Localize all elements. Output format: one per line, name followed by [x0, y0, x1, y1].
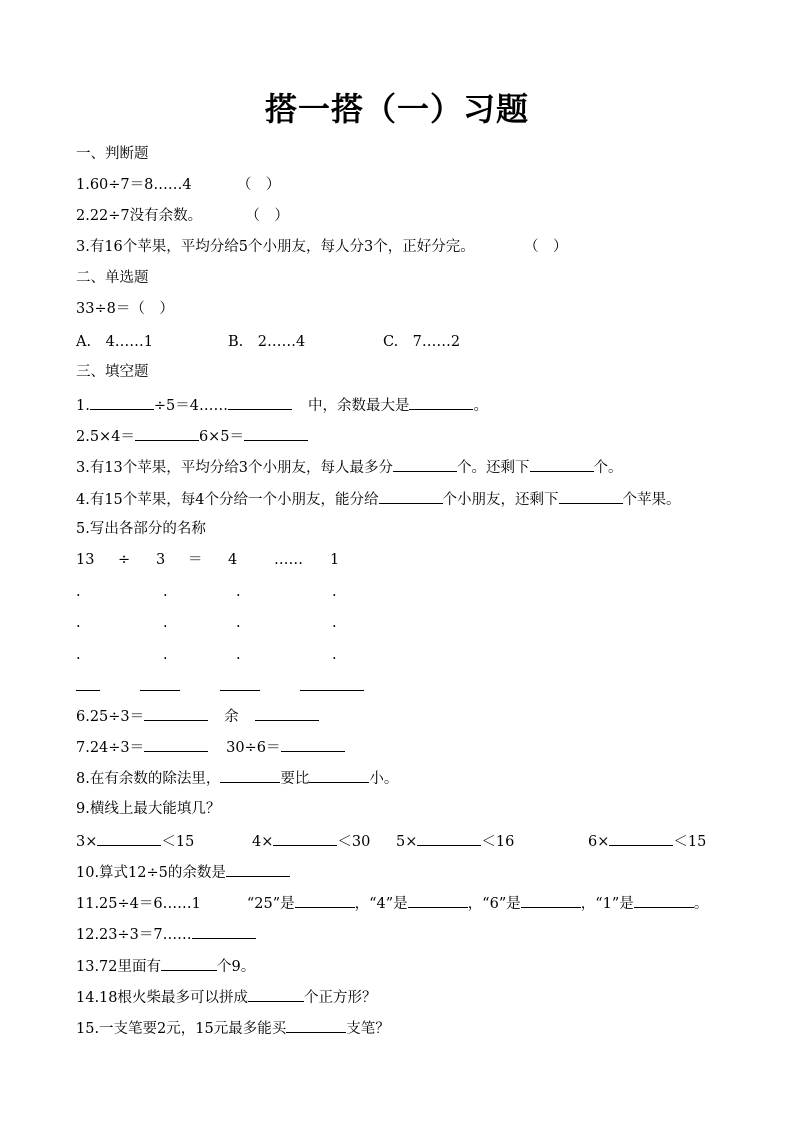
answer-blank[interactable]: [417, 831, 481, 846]
fill-question-12: [76, 924, 256, 945]
q8-text-b: 要比: [280, 771, 310, 787]
answer-blank[interactable]: [220, 768, 280, 783]
q12-expression: 12.23÷3＝7……: [76, 927, 192, 943]
section-heading-fill-blank: 三、填空题: [76, 364, 149, 380]
option-b[interactable]: B. 2……4: [228, 334, 306, 350]
dot-marker: .: [236, 647, 241, 663]
q13-text-b: 个9。: [217, 959, 256, 975]
fill-question-13: [76, 956, 255, 977]
judgement-question-2: [76, 206, 289, 226]
answer-blank[interactable]: [273, 831, 337, 846]
answer-paren[interactable]: （ ）: [236, 177, 281, 193]
fill-question-1: [76, 395, 488, 416]
q14-text-b: 个正方形？: [304, 990, 377, 1006]
fill-question-4: [76, 489, 681, 510]
q13-text-a: 13.72里面有: [76, 959, 162, 975]
option-c[interactable]: C. 7……2: [383, 334, 461, 350]
answer-blank[interactable]: [255, 706, 319, 721]
answer-blank[interactable]: [634, 893, 694, 908]
answer-blank[interactable]: [192, 924, 256, 939]
answer-blank[interactable]: [248, 987, 304, 1002]
q9-4-left: 6×: [588, 834, 610, 850]
answer-blank[interactable]: [379, 489, 443, 504]
fill-question-11: [76, 893, 708, 914]
equals-sign: ＝: [188, 552, 203, 568]
fill-question-2: [76, 426, 308, 447]
judgement-q3-text: 3.有16个苹果，平均分给5个小朋友，每人分3个，正好分完。: [76, 239, 475, 255]
answer-blank[interactable]: [144, 737, 208, 752]
dividend: 13: [76, 552, 95, 568]
answer-paren[interactable]: （ ）: [245, 208, 289, 224]
q3-text-b: 个。还剩下: [457, 460, 530, 476]
answer-blank[interactable]: [393, 457, 457, 472]
q15-text-b: 支笔？: [346, 1021, 390, 1037]
judgement-q2-text: 2.22÷7没有余数。: [76, 208, 203, 224]
q3-text-c: 个。: [593, 460, 623, 476]
answer-blank[interactable]: [244, 426, 308, 441]
dot-marker: .: [76, 647, 81, 663]
q11-label-25: “25”是: [246, 896, 295, 912]
fill-question-9: 9.横线上最大能填几？: [76, 801, 221, 817]
q9-1-left: 3×: [76, 834, 98, 850]
q9-1-right: ＜15: [161, 834, 195, 850]
answer-blank[interactable]: [226, 862, 290, 877]
q7-expression-b: 30÷6＝: [226, 740, 281, 756]
q11-label-4: ，“4”是: [354, 896, 408, 912]
q9-2-left: 4×: [252, 834, 274, 850]
answer-blank-divisor-name[interactable]: [140, 690, 180, 691]
quotient: 4: [228, 552, 238, 568]
q2-expression-b: 6×5＝: [198, 429, 245, 445]
dot-marker: .: [332, 584, 337, 600]
q10-text: 10.算式12÷5的余数是: [76, 865, 226, 881]
dot-marker: .: [76, 615, 81, 631]
q8-text-c: 小。: [369, 771, 399, 787]
q11-expression: 11.25÷4＝6……1: [76, 896, 201, 912]
answer-blank[interactable]: [530, 457, 594, 472]
q8-text-a: 8.在有余数的除法里，: [76, 771, 221, 787]
q9-3-right: ＜16: [481, 834, 515, 850]
q1-text: 中，余数最大是: [307, 398, 410, 414]
answer-blank[interactable]: [97, 831, 161, 846]
q9-item-4: [588, 831, 706, 852]
option-a[interactable]: A. 4……1: [76, 334, 154, 350]
answer-blank[interactable]: [144, 706, 208, 721]
q6-expression: 6.25÷3＝: [76, 709, 145, 725]
section-heading-single-choice: 二、单选题: [76, 270, 149, 286]
q1-end: 。: [473, 398, 488, 414]
q6-remainder-word: 余: [224, 709, 239, 725]
q9-item-2: [252, 831, 370, 852]
answer-blank[interactable]: [559, 489, 623, 504]
dot-marker: .: [236, 615, 241, 631]
answer-blank[interactable]: [90, 395, 154, 410]
q1-expression: ÷5＝4……: [153, 398, 228, 414]
page-title: 搭一搭（一）习题: [264, 90, 529, 128]
divide-sign: ÷: [118, 552, 131, 568]
fill-question-6: [76, 706, 319, 727]
answer-blank-remainder-name[interactable]: [300, 690, 364, 691]
section-heading-judgement: 一、判断题: [76, 146, 149, 162]
q11-label-1: ，“1”是: [580, 896, 634, 912]
dot-marker: .: [163, 584, 168, 600]
remainder: 1: [330, 552, 340, 568]
answer-blank[interactable]: [228, 395, 292, 410]
judgement-q1-text: 1.60÷7＝8……4: [76, 177, 192, 193]
answer-blank[interactable]: [295, 893, 355, 908]
q4-text-c: 个苹果。: [622, 492, 681, 508]
single-choice-question: 33÷8＝（ ）: [76, 301, 174, 317]
fill-question-10: [76, 862, 290, 883]
q1-number: 1.: [76, 398, 90, 414]
q7-expression-a: 7.24÷3＝: [76, 740, 145, 756]
dot-marker: .: [163, 615, 168, 631]
q9-item-3: [396, 831, 514, 852]
ellipsis: ……: [274, 552, 303, 568]
answer-blank[interactable]: [286, 1018, 346, 1033]
dot-marker: .: [76, 584, 81, 600]
q3-text-a: 3.有13个苹果，平均分给3个小朋友，每人最多分: [76, 460, 394, 476]
q9-4-right: ＜15: [673, 834, 707, 850]
q9-2-right: ＜30: [337, 834, 371, 850]
answer-blank[interactable]: [135, 426, 199, 441]
fill-question-7: [76, 737, 345, 758]
answer-blank[interactable]: [408, 893, 468, 908]
q9-item-1: [76, 831, 194, 852]
fill-question-14: [76, 987, 377, 1008]
q15-text-a: 15.一支笔要2元，15元最多能买: [76, 1021, 287, 1037]
judgement-question-3: [76, 237, 567, 257]
fill-question-5: 5.写出各部分的名称: [76, 521, 206, 537]
q9-3-left: 5×: [396, 834, 418, 850]
fill-question-3: [76, 457, 623, 478]
dot-marker: .: [163, 647, 168, 663]
q2-expression-a: 2.5×4＝: [76, 429, 135, 445]
answer-blank[interactable]: [161, 956, 217, 971]
judgement-question-1: [76, 175, 280, 195]
q11-end: 。: [693, 896, 709, 912]
answer-blank-quotient-name[interactable]: [220, 690, 260, 691]
answer-blank[interactable]: [409, 395, 473, 410]
dot-marker: .: [332, 647, 337, 663]
q11-label-6: ，“6”是: [467, 896, 521, 912]
q14-text-a: 14.18根火柴最多可以拼成: [76, 990, 249, 1006]
answer-blank-dividend-name[interactable]: [76, 690, 100, 691]
fill-question-8: [76, 768, 398, 789]
divisor: 3: [156, 552, 166, 568]
answer-paren[interactable]: （ ）: [523, 239, 568, 255]
answer-blank[interactable]: [609, 831, 673, 846]
answer-blank[interactable]: [281, 737, 345, 752]
q4-text-b: 个小朋友，还剩下: [442, 492, 559, 508]
dot-marker: .: [332, 615, 337, 631]
answer-blank[interactable]: [521, 893, 581, 908]
fill-question-15: [76, 1018, 390, 1039]
answer-blank[interactable]: [309, 768, 369, 783]
dot-marker: .: [236, 584, 241, 600]
q4-text-a: 4.有15个苹果，每4个分给一个小朋友，能分给: [76, 492, 379, 508]
